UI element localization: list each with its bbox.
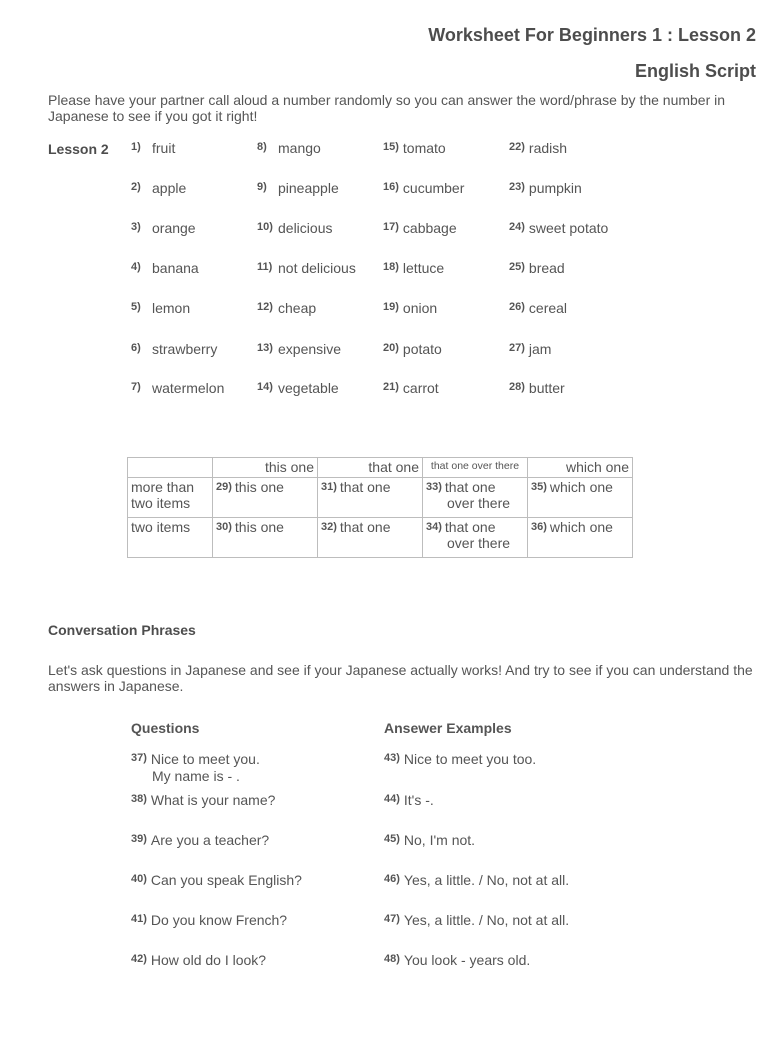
item-number: 26): [509, 301, 525, 313]
vocab-item: [131, 300, 190, 316]
cell-text: that one: [444, 479, 496, 495]
item-number: 5): [131, 301, 141, 313]
answer-item: [384, 791, 434, 809]
item-number: 9): [257, 181, 267, 193]
item-number: 17): [383, 221, 399, 233]
vocab-word: potato: [402, 341, 442, 357]
item-number: 1): [131, 141, 141, 153]
cell-text-continued: over there: [447, 495, 511, 511]
conversation-intro-text: Let's ask questions in Japanese and see if your Japanese actually works! And try to see if you can understand the answers in Japanese.: [48, 662, 753, 694]
item-number: 34): [426, 521, 442, 533]
answer-text: No, I'm not.: [403, 832, 476, 848]
vocab-item: [131, 380, 224, 396]
question-item: [131, 750, 260, 785]
vocab-word: banana: [152, 260, 199, 276]
vocab-word: cabbage: [402, 220, 457, 236]
item-number: 33): [426, 481, 442, 493]
item-number: 15): [383, 141, 399, 153]
vocab-word: vegetable: [278, 380, 339, 396]
vocab-item: [509, 180, 582, 196]
vocab-word: not delicious: [278, 260, 356, 276]
header-which-one: which one: [528, 458, 633, 478]
answer-item: [384, 831, 475, 849]
item-number: 44): [384, 793, 400, 805]
vocab-item: [257, 300, 316, 316]
answer-text: Yes, a little. / No, not at all.: [403, 912, 570, 928]
vocab-word: tomato: [402, 140, 446, 156]
item-number: 3): [131, 221, 141, 233]
vocab-word: radish: [528, 140, 568, 156]
vocab-item: [383, 300, 437, 316]
vocab-word: mango: [278, 140, 321, 156]
item-number: 10): [257, 221, 273, 233]
question-text: What is your name?: [150, 792, 276, 808]
worksheet-title: Worksheet For Beginners 1 : Lesson 2: [428, 25, 756, 45]
item-number: 6): [131, 342, 141, 354]
question-text: Can you speak English?: [150, 872, 302, 888]
vocab-word: onion: [402, 300, 438, 316]
vocab-word: butter: [528, 380, 565, 396]
vocab-item: [257, 140, 321, 156]
vocab-item: [257, 341, 341, 357]
answers-header: Ansewer Examples: [384, 720, 512, 736]
item-number: 20): [383, 342, 399, 354]
question-item: [131, 871, 302, 889]
header-that-one: that one: [318, 458, 423, 478]
item-number: 21): [383, 381, 399, 393]
vocab-item: [383, 140, 446, 156]
item-number: 42): [131, 953, 147, 965]
vocab-word: fruit: [152, 140, 176, 156]
vocab-item: [509, 220, 608, 236]
table-header-row: [128, 458, 633, 478]
item-number: 2): [131, 181, 141, 193]
item-number: 32): [321, 521, 337, 533]
worksheet-subtitle: English Script: [634, 61, 756, 81]
table-corner-cell: [128, 458, 213, 478]
intro-text: Please have your partner call aloud a number randomly so you can answer the word/phrase by the number in Japanese to see if you got it right!: [48, 92, 726, 124]
vocab-word: delicious: [278, 220, 333, 236]
answer-text: You look - years old.: [403, 952, 531, 968]
item-number: 43): [384, 752, 400, 764]
vocab-word: bread: [528, 260, 565, 276]
cell-text: which one: [549, 479, 613, 495]
vocab-item: [383, 380, 439, 396]
answer-item: [384, 951, 530, 969]
item-number: 18): [383, 261, 399, 273]
vocab-word: carrot: [402, 380, 439, 396]
lesson-label: Lesson 2: [48, 141, 109, 157]
item-number: 27): [509, 342, 525, 354]
vocab-item: [257, 220, 332, 236]
table-row: [128, 518, 633, 558]
item-number: 25): [509, 261, 525, 273]
item-number: 14): [257, 381, 273, 393]
row-label: [128, 518, 213, 558]
table-cell: [423, 518, 528, 558]
item-number: 31): [321, 481, 337, 493]
vocab-word: pineapple: [278, 180, 339, 196]
vocab-item: [131, 341, 217, 357]
cell-text: this one: [234, 519, 284, 535]
vocab-word: sweet potato: [528, 220, 609, 236]
item-number: 36): [531, 521, 547, 533]
answer-item: [384, 871, 569, 889]
answer-text: Nice to meet you too.: [403, 751, 537, 767]
table-cell: [318, 478, 423, 518]
answer-item: [384, 911, 569, 929]
table-row: [128, 478, 633, 518]
vocab-item: [383, 180, 464, 196]
vocab-word: apple: [152, 180, 187, 196]
table-cell: [528, 478, 633, 518]
row-label-line: two items: [131, 495, 191, 511]
vocab-item: [509, 300, 567, 316]
question-text: Do you know French?: [150, 912, 288, 928]
vocab-word: lettuce: [402, 260, 445, 276]
vocab-item: [509, 140, 567, 156]
vocab-item: [383, 341, 442, 357]
table-cell: [213, 518, 318, 558]
vocab-item: [383, 260, 444, 276]
vocab-item: [383, 220, 457, 236]
cell-text: that one: [339, 519, 391, 535]
item-number: 29): [216, 481, 232, 493]
header-this-one: this one: [213, 458, 318, 478]
vocab-word: orange: [152, 220, 196, 236]
table-cell: [318, 518, 423, 558]
cell-text: this one: [234, 479, 284, 495]
item-number: 45): [384, 833, 400, 845]
item-number: 28): [509, 381, 525, 393]
answer-text: Yes, a little. / No, not at all.: [403, 872, 570, 888]
question-item: [131, 951, 266, 969]
vocab-item: [509, 341, 551, 357]
demonstratives-table: [127, 457, 633, 558]
vocab-item: [131, 180, 186, 196]
vocab-item: [509, 380, 565, 396]
question-item: [131, 791, 275, 809]
item-number: 22): [509, 141, 525, 153]
vocab-word: jam: [528, 341, 552, 357]
item-number: 11): [257, 261, 273, 273]
item-number: 24): [509, 221, 525, 233]
item-number: 19): [383, 301, 399, 313]
item-number: 37): [131, 752, 147, 764]
vocab-word: cheap: [278, 300, 317, 316]
item-number: 7): [131, 381, 141, 393]
vocab-word: cucumber: [402, 180, 465, 196]
cell-text: which one: [549, 519, 613, 535]
item-number: 48): [384, 953, 400, 965]
question-text-continued: My name is - .: [152, 768, 240, 784]
item-number: 38): [131, 793, 147, 805]
question-text: Nice to meet you.: [150, 751, 260, 767]
item-number: 39): [131, 833, 147, 845]
item-number: 4): [131, 261, 141, 273]
row-label-line: more than: [131, 479, 195, 495]
vocab-word: pumpkin: [528, 180, 582, 196]
question-item: [131, 831, 269, 849]
item-number: 8): [257, 141, 267, 153]
conversation-section-title: Conversation Phrases: [48, 622, 196, 638]
vocab-item: [131, 220, 196, 236]
questions-header: Questions: [131, 720, 200, 736]
vocab-word: lemon: [152, 300, 191, 316]
header-that-one-over-there: that one over there: [423, 458, 528, 478]
item-number: 13): [257, 342, 273, 354]
question-text: How old do I look?: [150, 952, 267, 968]
vocab-word: watermelon: [152, 380, 225, 396]
vocab-item: [131, 140, 175, 156]
cell-text-continued: over there: [447, 535, 511, 551]
question-text: Are you a teacher?: [150, 832, 270, 848]
item-number: 40): [131, 873, 147, 885]
row-label-line: two items: [131, 519, 191, 535]
cell-text: that one: [339, 479, 391, 495]
item-number: 23): [509, 181, 525, 193]
item-number: 30): [216, 521, 232, 533]
item-number: 47): [384, 913, 400, 925]
vocab-word: cereal: [528, 300, 568, 316]
vocab-item: [257, 260, 356, 276]
vocab-item: [257, 180, 339, 196]
vocab-item: [131, 260, 199, 276]
cell-text: that one: [444, 519, 496, 535]
vocab-item: [257, 380, 339, 396]
item-number: 16): [383, 181, 399, 193]
table-cell: [528, 518, 633, 558]
item-number: 12): [257, 301, 273, 313]
table-cell: [423, 478, 528, 518]
vocab-word: strawberry: [152, 341, 218, 357]
answer-text: It's -.: [403, 792, 434, 808]
item-number: 35): [531, 481, 547, 493]
question-item: [131, 911, 287, 929]
table-cell: [213, 478, 318, 518]
vocab-item: [509, 260, 565, 276]
answer-item: [384, 750, 536, 768]
item-number: 41): [131, 913, 147, 925]
vocab-word: expensive: [278, 341, 342, 357]
item-number: 46): [384, 873, 400, 885]
row-label: [128, 478, 213, 518]
